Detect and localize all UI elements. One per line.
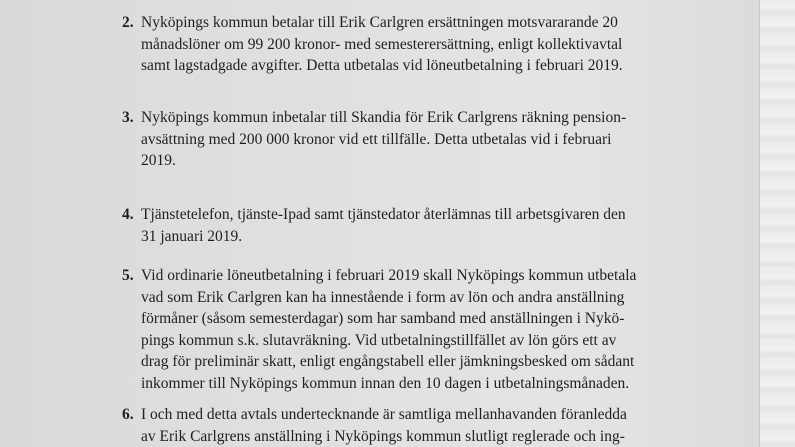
clause-number: 3.: [122, 109, 134, 126]
clause-line: drag för preliminär skatt, enligt engångstabell eller jämkningsbesked om sådant: [141, 353, 635, 370]
paper-edge: [759, 0, 795, 447]
clause-3: [122, 107, 662, 172]
clause-number: 2.: [122, 14, 134, 31]
clause-text: [122, 107, 662, 172]
clause-line: Vid ordinarie löneutbetalning i februari 2019 skall Nyköpings kommun utbetala: [141, 267, 637, 284]
clause-line: Tjänstetelefon, tjänste-Ipad samt tjänstedator återlämnas till arbetsgivaren den: [141, 206, 626, 223]
clause-line: månadslöner om 99 200 kronor- med semesterersättning, enligt kollektivavtal: [141, 35, 623, 53]
clause-line: I och med detta avtals undertecknande är samtliga mellanhavanden föranledda: [141, 406, 627, 423]
clause-line: vad som Erik Carlgren kan ha innestående i form av lön och andra anställning: [141, 288, 625, 306]
clause-text: [122, 12, 662, 77]
clause-number: 5.: [122, 267, 134, 284]
clause-number: 6.: [122, 406, 134, 423]
clause-line: Nyköpings kommun betalar till Erik Carlgren ersättningen motsvararande 20: [141, 14, 618, 31]
clause-line: avsättning med 200 000 kronor vid ett tillfälle. Detta utbetalas vid i februari: [141, 130, 612, 148]
clause-line: inkommer till Nyköpings kommun innan den 10 dagen i utbetalningsmånaden.: [141, 374, 630, 392]
clause-line: förmåner (såsom semesterdagar) som har samband med anställningen i Nykö-: [141, 310, 625, 327]
clause-text: [122, 265, 662, 394]
clause-text: [122, 204, 662, 247]
clause-number: 4.: [122, 206, 134, 223]
clause-line: Nyköpings kommun inbetalar till Skandia för Erik Carlgrens räkning pension-: [141, 109, 627, 126]
clause-line: samt lagstadgade avgifter. Detta utbetalas vid löneutbetalning i februari 2019.: [141, 57, 623, 74]
clause-line: 31 januari 2019.: [141, 227, 243, 245]
clause-2: [122, 12, 662, 77]
clause-4: [122, 204, 662, 247]
clause-line: av Erik Carlgrens anställning i Nyköpings kommun slutligt reglerade och ing-: [141, 427, 625, 445]
clause-5: [122, 265, 662, 394]
clause-text: [122, 404, 662, 447]
clause-line: pings kommun s.k. slutavräkning. Vid utbetalningstillfället av lön görs ett av: [141, 331, 617, 349]
clause-6: [122, 404, 662, 447]
clause-line: 2019.: [141, 152, 176, 169]
